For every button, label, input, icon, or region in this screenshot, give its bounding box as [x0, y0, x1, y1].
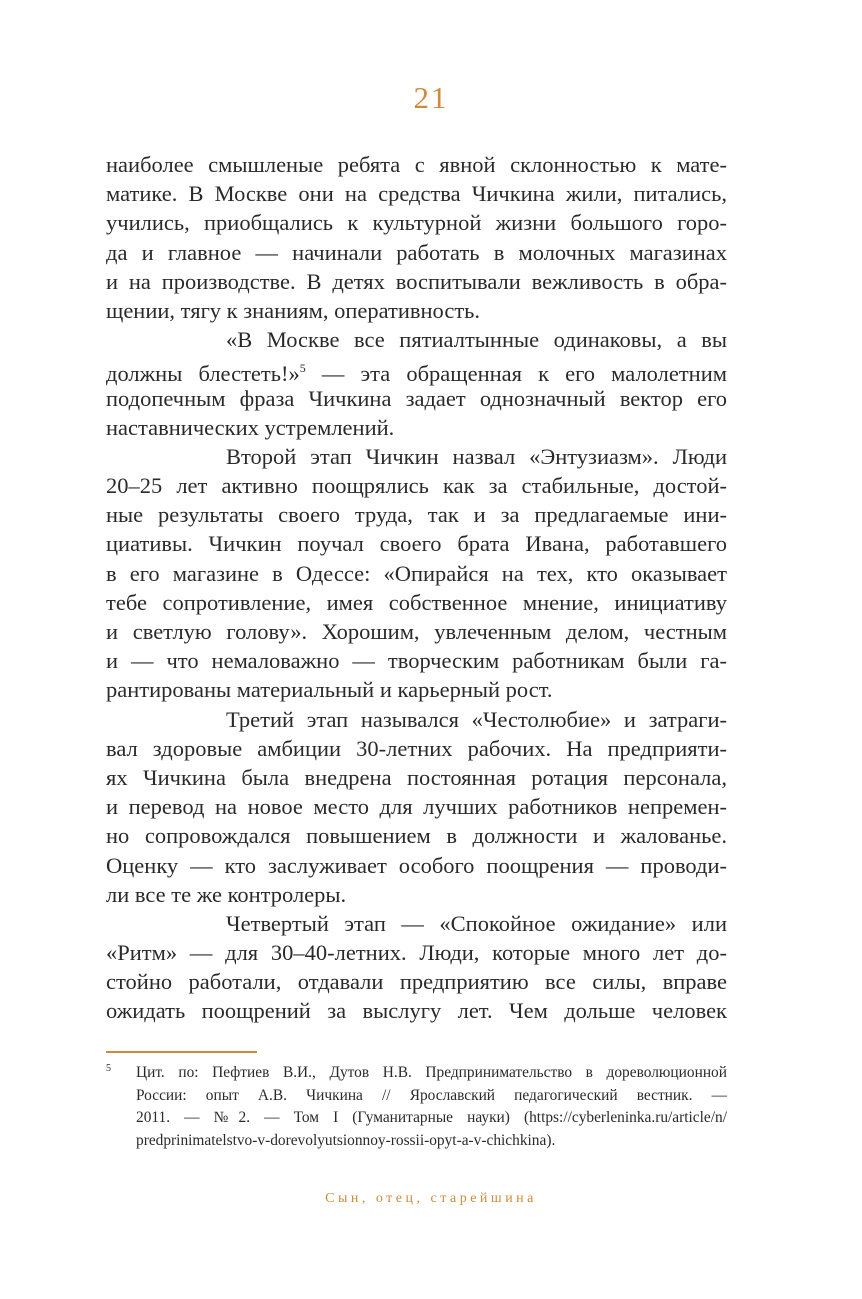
text-line: да и главное — начинали работать в молочных магазинах — [106, 239, 727, 265]
footnote-line: predprinimatelstvo-v-dorevolyutsionnoy-rossii-opyt-a-v-chichkina). — [136, 1131, 556, 1149]
text-line: ях Чичкина была внедрена постоянная ротация персонала, — [106, 764, 727, 790]
text-line: наставнических устремлений. — [106, 414, 395, 440]
running-footer: Сын, отец, старейшина — [325, 1191, 537, 1206]
text-line: подопечным фраза Чичкина задает однозначный вектор его — [106, 385, 727, 411]
text-line: «Ритм» — для 30–40-летних. Люди, которые много лет до- — [106, 940, 727, 966]
text-line: «В Москве все пятиалтынные одинаковы, а вы — [226, 327, 727, 353]
text-line: и перевод на новое место для лучших работников непремен- — [106, 794, 727, 820]
page-number: 21 — [413, 80, 449, 115]
text-line: щении, тягу к знаниям, оперативность. — [106, 297, 481, 323]
text-line: наиболее смышленые ребята с явной склонностью к мате- — [106, 152, 727, 177]
text-line: матике. В Москве они на средства Чичкина жили, питались, — [106, 181, 727, 207]
text-line: тебе сопротивление, имея собственное мнение, инициативу — [106, 589, 727, 615]
footnote-text — [136, 1062, 727, 1152]
text-line: Оценку — кто заслуживает особого поощрения — проводи- — [106, 852, 727, 878]
text-line: Второй этап Чичкин назвал «Энтузиазм». Люди — [226, 443, 727, 469]
text-line: учились, приобщались к культурной жизни большого горо- — [106, 210, 727, 236]
footnote-divider — [106, 1051, 257, 1053]
footnote-reference[interactable]: 5 — [299, 361, 306, 376]
text-line: в его магазине в Одессе: «Опирайся на тех, кто оказывает — [106, 560, 727, 586]
text-line: рантированы материальный и карьерный рост. — [106, 677, 553, 703]
quote-text: должны блестеть!» — [106, 361, 300, 387]
text-line: Четвертый этап — «Спокойное ожидание» или — [226, 910, 727, 936]
text-line: и — что немаловажно — творческим работникам были га- — [106, 648, 727, 674]
text-line: ожидать поощрений за выслугу лет. Чем дольше человек — [106, 998, 727, 1024]
text-line: ли все те же контролеры. — [106, 881, 347, 907]
footnote-number: 5 — [106, 1063, 111, 1074]
text-line: но сопровождался повышением в должности и жалованье. — [106, 823, 727, 849]
footnote-line: 2011. — №2. — Том I (Гуманитарные науки) (https://cyberleninka.ru/article/n/ — [136, 1109, 727, 1126]
text-span: — эта обращенная к его малолетним — [305, 361, 727, 387]
text-line: 20–25 лет активно поощрялись как за стабильные, достой- — [106, 473, 727, 499]
body-text — [106, 150, 727, 1026]
text-line: ные результаты своего труда, так и за предлагаемые ини- — [106, 502, 727, 528]
text-line: и светлую голову». Хорошим, увлеченным делом, честным — [106, 619, 727, 644]
text-line: Третий этап назывался «Честолюбие» и затраги- — [226, 706, 727, 732]
footnote-line: России: опыт А.В. Чичкина // Ярославский педагогический вестник. — — [136, 1086, 727, 1104]
text-line: и на производстве. В детях воспитывали вежливость в обра- — [106, 268, 727, 294]
footnote-line: Цит. по: Пефтиев В.И., Дутов Н.В. Предпринимательство в дореволюционной — [136, 1064, 727, 1081]
text-line: вал здоровые амбиции 30-летних рабочих. На предприяти- — [106, 735, 727, 761]
text-line — [106, 354, 727, 387]
text-line: стойно работали, отдавали предприятию все силы, вправе — [106, 969, 727, 995]
footnote — [106, 1062, 727, 1152]
text-line: циативы. Чичкин поучал своего брата Ивана, работавшего — [106, 531, 727, 557]
